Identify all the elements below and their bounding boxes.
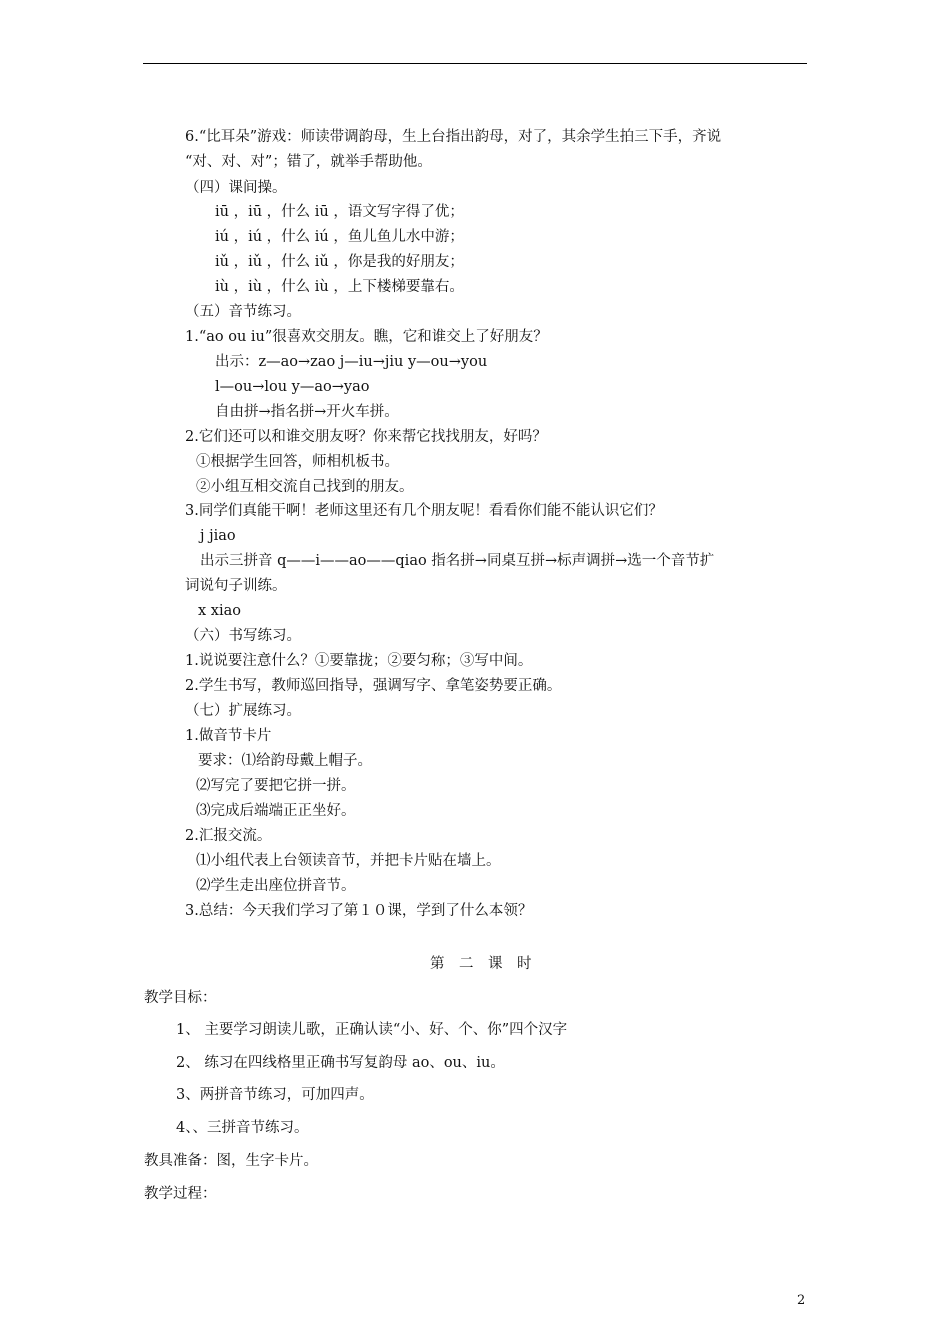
text-line: 2.它们还可以和谁交朋友呀？你来帮它找找朋友，好吗？ bbox=[185, 429, 547, 445]
text-line: 1、 主要学习朗读儿歌，正确认读“小、好、个、你”四个汉字 bbox=[176, 1022, 568, 1038]
text-line: l—ou→lou y—ao→yao bbox=[215, 379, 370, 395]
text-line: 出示三拼音 q——i——ao——qiao 指名拼→同桌互拼→标声调拼→选一个音节扩 bbox=[200, 553, 715, 569]
text-line: 4、、三拼音节练习。 bbox=[176, 1120, 309, 1136]
text-line: iú ，iú ，什么 iú ，鱼儿鱼儿水中游； bbox=[215, 229, 464, 245]
text-line: 3.总结：今天我们学习了第１０课，学到了什么本领？ bbox=[185, 903, 533, 919]
section-heading: 教学目标： bbox=[144, 990, 217, 1006]
text-line: j jiao bbox=[200, 528, 236, 544]
text-line: ⑵学生走出座位拼音节。 bbox=[196, 878, 356, 894]
section-heading: （五）音节练习。 bbox=[185, 304, 301, 320]
text-line: 自由拼→指名拼→开火车拼。 bbox=[215, 404, 399, 420]
text-line: x xiao bbox=[198, 603, 241, 619]
text-line: iū ，iū ，什么 iū ，语文写字得了优； bbox=[215, 204, 464, 220]
text-line: 3、两拼音节练习，可加四声。 bbox=[176, 1087, 374, 1103]
section-heading: （四）课间操。 bbox=[185, 180, 287, 196]
text-line: 1.说说要注意什么？①要靠拢；②要匀称；③写中间。 bbox=[185, 653, 533, 669]
text-line: 3.同学们真能干啊！老师这里还有几个朋友呢！看看你们能不能认识它们？ bbox=[185, 503, 663, 519]
header-rule bbox=[143, 63, 807, 64]
text-line: 教具准备：图，生字卡片。 bbox=[144, 1153, 318, 1169]
text-line: ⑵写完了要把它拼一拼。 bbox=[196, 778, 356, 794]
text-line: “对、对、对”；错了，就举手帮助他。 bbox=[185, 154, 432, 170]
text-line: 要求：⑴给韵母戴上帽子。 bbox=[198, 753, 372, 769]
text-line: iǔ ，iǔ ，什么 iǔ ，你是我的好朋友； bbox=[215, 254, 464, 270]
text-line: ②小组互相交流自己找到的朋友。 bbox=[196, 479, 414, 495]
text-line: 词说句子训练。 bbox=[185, 578, 287, 594]
text-line: ①根据学生回答，师相机板书。 bbox=[196, 454, 399, 470]
section-heading: （七）扩展练习。 bbox=[185, 703, 301, 719]
section-heading: （六）书写练习。 bbox=[185, 628, 301, 644]
text-line: 1.做音节卡片 bbox=[185, 728, 272, 744]
text-line: iù ，iù ，什么 iù ，上下楼梯要靠右。 bbox=[215, 279, 464, 295]
text-line: 1.“ao ou iu”很喜欢交朋友。瞧，它和谁交上了好朋友？ bbox=[185, 329, 548, 345]
page-number: 2 bbox=[797, 1293, 806, 1308]
text-line: 6.“比耳朵”游戏：师读带调韵母，生上台指出韵母，对了，其余学生拍三下手，齐说 bbox=[185, 129, 722, 145]
text-line: ⑴小组代表上台领读音节，并把卡片贴在墙上。 bbox=[196, 853, 501, 869]
section-heading: 教学过程： bbox=[144, 1186, 217, 1202]
text-line: 2.汇报交流。 bbox=[185, 828, 272, 844]
text-line: 2、 练习在四线格里正确书写复韵母 ao、ou、iu。 bbox=[176, 1055, 505, 1071]
text-line: 出示：z—ao→zao j—iu→jiu y—ou→you bbox=[215, 354, 488, 370]
lesson-title: 第 二 课 时 bbox=[430, 956, 532, 972]
text-line: 2.学生书写，教师巡回指导，强调写字、拿笔姿势要正确。 bbox=[185, 678, 562, 694]
text-line: ⑶完成后端端正正坐好。 bbox=[196, 803, 356, 819]
